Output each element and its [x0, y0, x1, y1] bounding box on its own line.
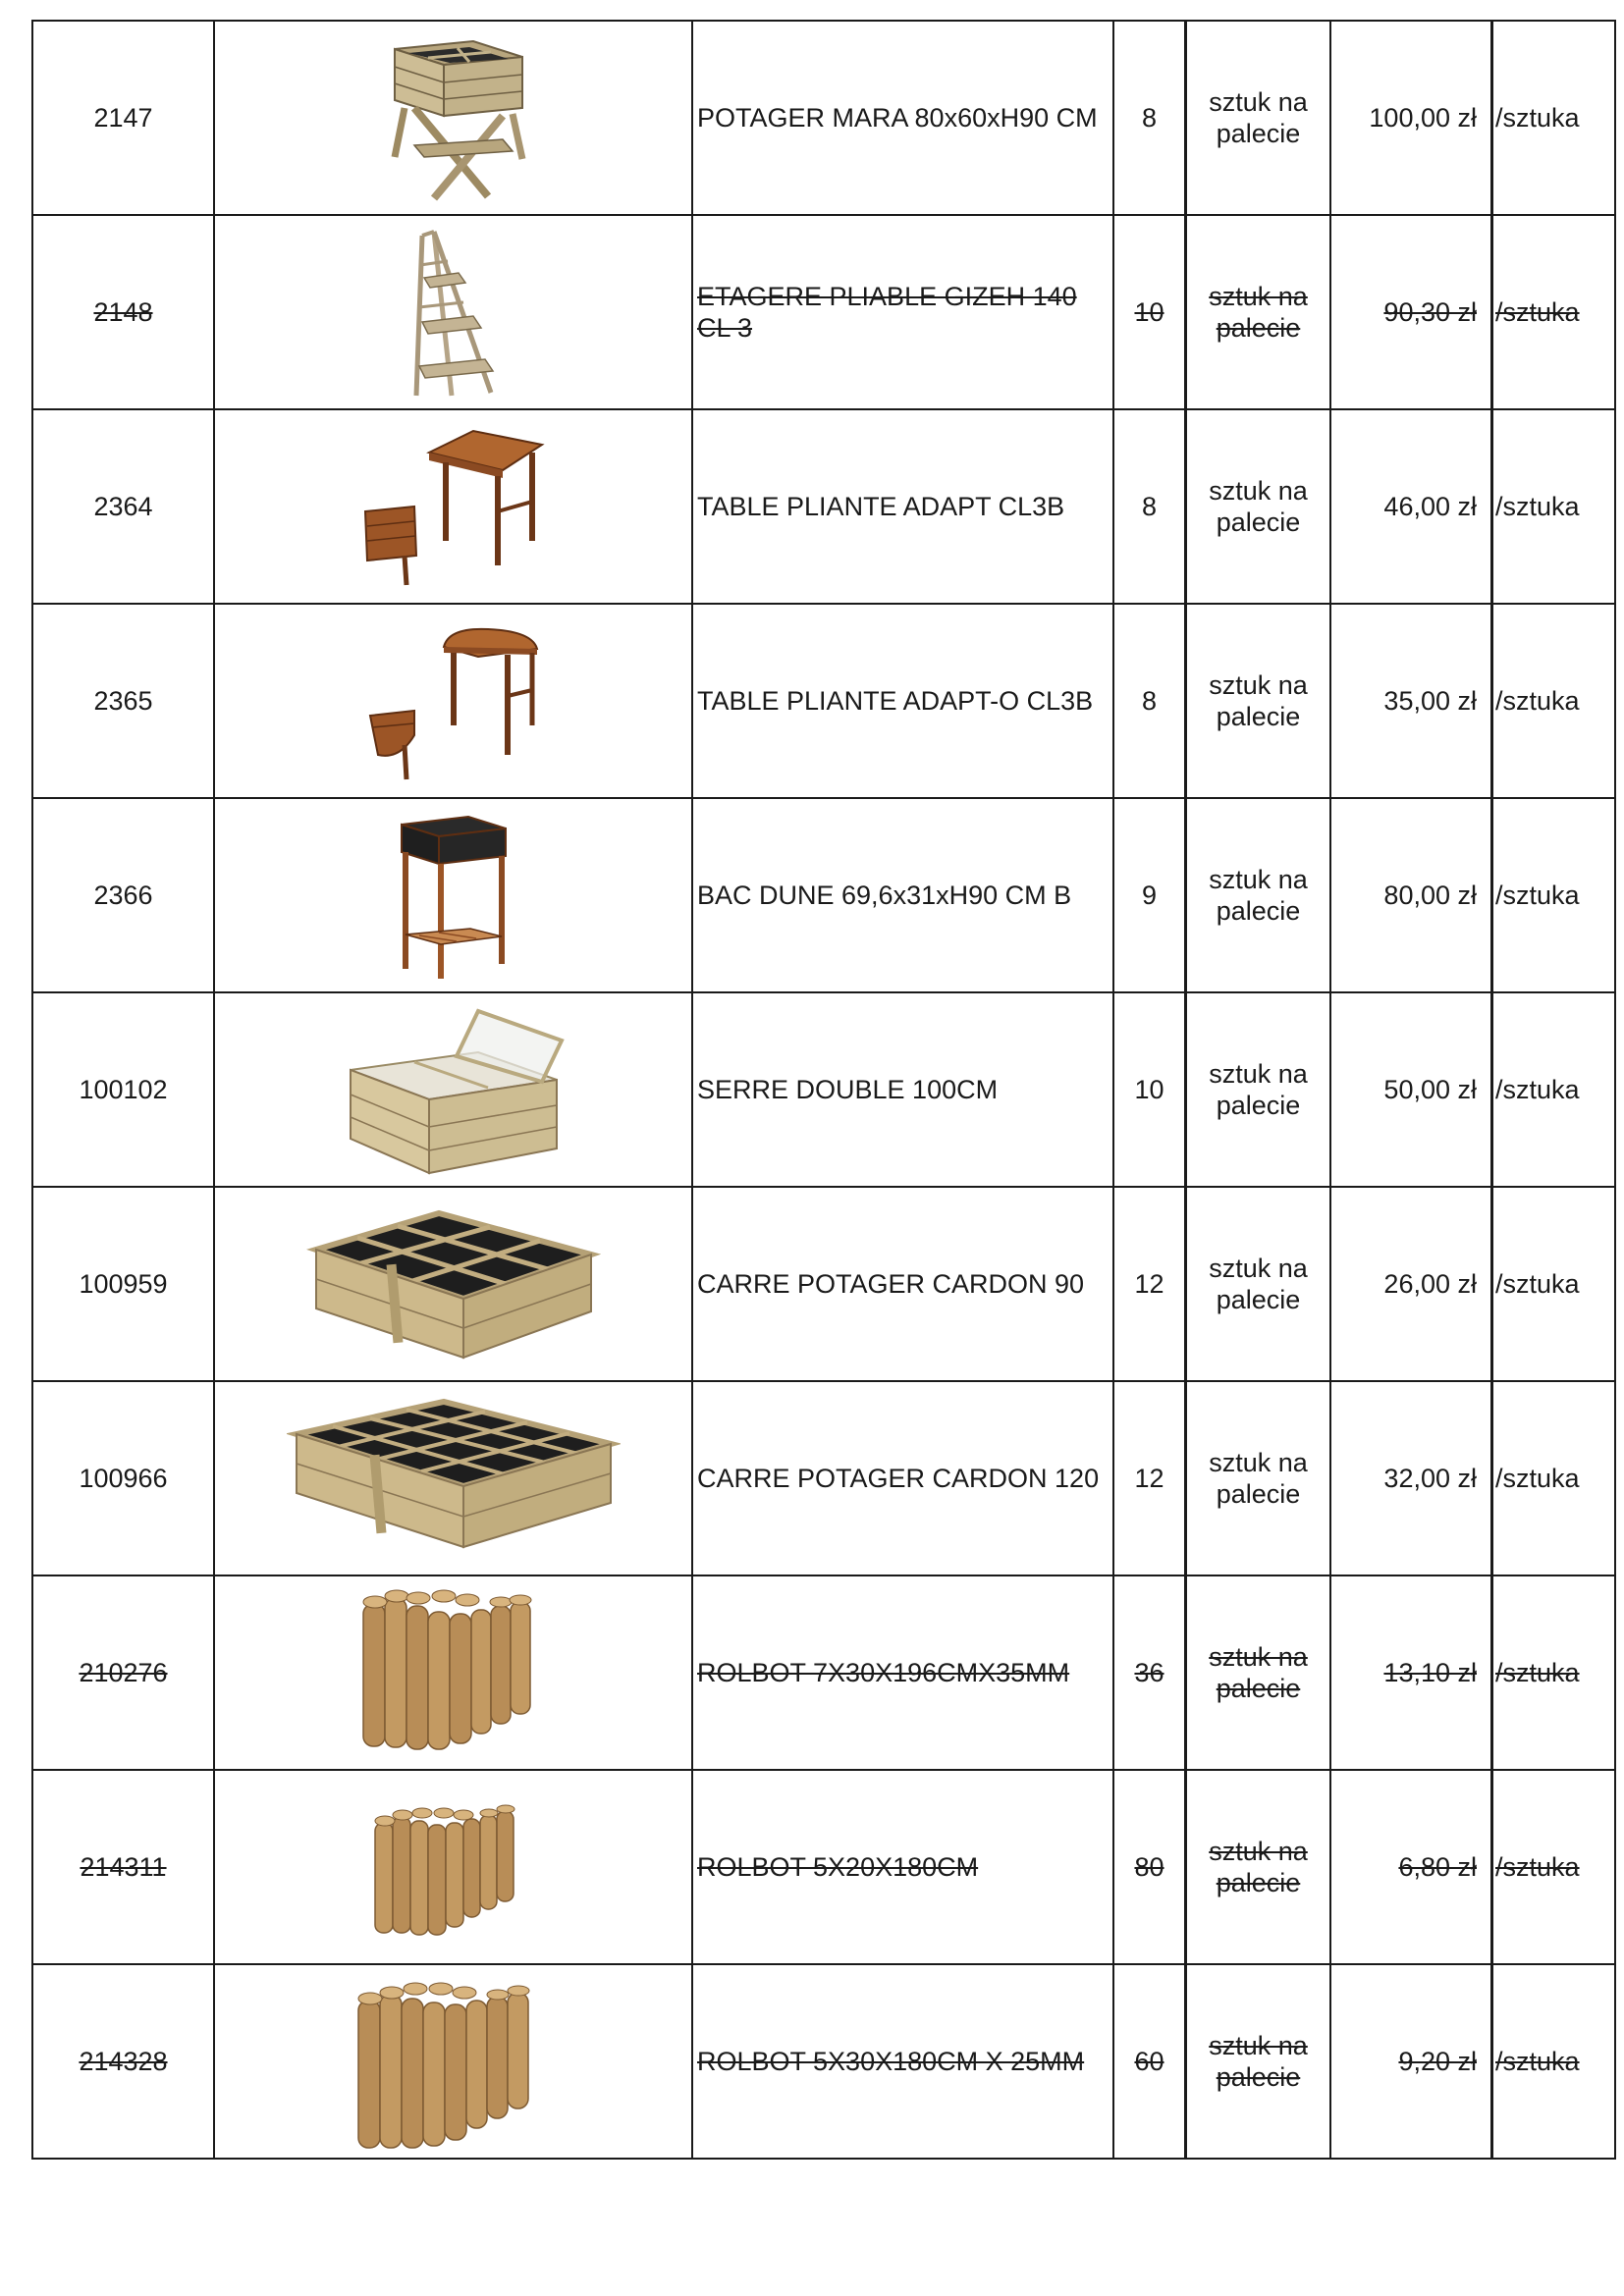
- quantity: 9: [1141, 881, 1158, 910]
- price-cell: [1330, 215, 1492, 409]
- per-unit-cell: [1492, 1770, 1616, 1964]
- table-row: [32, 1770, 1615, 1964]
- price-cell: [1330, 1770, 1492, 1964]
- table-row: [32, 21, 1615, 215]
- raised-planter-table-image: [375, 29, 532, 206]
- price: 9,20 zł: [1398, 2047, 1477, 2076]
- unit-label: sztuk na palecie: [1209, 1837, 1308, 1897]
- product-code-cell: [32, 409, 214, 604]
- product-code: 2365: [93, 686, 153, 716]
- per-unit-cell: [1492, 1575, 1616, 1770]
- quantity: 10: [1134, 1075, 1164, 1104]
- product-code: 2147: [93, 103, 153, 133]
- unit-label: sztuk na palecie: [1209, 1254, 1308, 1314]
- product-code-cell: [32, 1381, 214, 1575]
- table-row: [32, 1187, 1615, 1381]
- product-code-cell: [32, 21, 214, 215]
- unit-label: sztuk na palecie: [1209, 87, 1308, 148]
- per-unit-cell: [1492, 604, 1616, 798]
- quantity: 36: [1134, 1658, 1164, 1687]
- per-unit-cell: [1492, 1964, 1616, 2159]
- price: 26,00 zł: [1383, 1269, 1477, 1299]
- price-cell: [1330, 1187, 1492, 1381]
- product-image-cell: [214, 409, 692, 604]
- product-name-cell: [692, 992, 1113, 1187]
- price: 46,00 zł: [1383, 492, 1477, 521]
- product-code: 214328: [79, 2047, 168, 2076]
- table-row: [32, 604, 1615, 798]
- product-name: BAC DUNE 69,6x31xH90 CM B: [697, 881, 1072, 910]
- unit-label: sztuk na palecie: [1209, 1059, 1308, 1120]
- unit-label: sztuk na palecie: [1209, 670, 1308, 731]
- product-name: TABLE PLIANTE ADAPT-O CL3B: [697, 686, 1094, 716]
- product-code: 100102: [79, 1075, 168, 1104]
- unit-label: sztuk na palecie: [1209, 282, 1308, 343]
- product-code-cell: [32, 798, 214, 992]
- price: 100,00 zł: [1369, 103, 1477, 133]
- folding-half-round-table-image: [360, 617, 547, 784]
- unit-cell: [1186, 21, 1331, 215]
- per-unit-cell: [1492, 21, 1616, 215]
- product-image-cell: [214, 604, 692, 798]
- unit-label: sztuk na palecie: [1209, 2031, 1308, 2092]
- product-code: 2366: [93, 881, 153, 910]
- per-unit-cell: [1492, 409, 1616, 604]
- price-cell: [1330, 992, 1492, 1187]
- price: 80,00 zł: [1383, 881, 1477, 910]
- price: 35,00 zł: [1383, 686, 1477, 716]
- product-name: CARRE POTAGER CARDON 90: [697, 1269, 1085, 1299]
- price-cell: [1330, 1964, 1492, 2159]
- unit-cell: [1186, 409, 1331, 604]
- product-name-cell: [692, 1575, 1113, 1770]
- product-code: 2148: [93, 297, 153, 327]
- unit-label: sztuk na palecie: [1209, 476, 1308, 537]
- product-code: 210276: [79, 1658, 168, 1687]
- unit-cell: [1186, 1770, 1331, 1964]
- product-code: 2364: [93, 492, 153, 521]
- price-cell: [1330, 798, 1492, 992]
- price-cell: [1330, 1575, 1492, 1770]
- cold-frame-greenhouse-image: [341, 1001, 567, 1178]
- quantity: 12: [1134, 1269, 1164, 1299]
- square-garden-bed-3x3-image: [306, 1196, 601, 1372]
- planter-stand-image: [390, 807, 517, 984]
- product-name-cell: [692, 21, 1113, 215]
- product-image-cell: [214, 798, 692, 992]
- product-image-cell: [214, 1770, 692, 1964]
- quantity: 12: [1134, 1464, 1164, 1493]
- product-name: ROLBOT 5X20X180CM: [697, 1852, 979, 1882]
- product-name: TABLE PLIANTE ADAPT CL3B: [697, 492, 1065, 521]
- product-image-cell: [214, 21, 692, 215]
- per-unit-label: /sztuka: [1495, 2047, 1580, 2076]
- per-unit-label: /sztuka: [1495, 1269, 1580, 1299]
- unit-cell: [1186, 992, 1331, 1187]
- quantity: 80: [1134, 1852, 1164, 1882]
- product-name-cell: [692, 215, 1113, 409]
- product-code: 100959: [79, 1269, 168, 1299]
- product-name-cell: [692, 1964, 1113, 2159]
- unit-label: sztuk na palecie: [1209, 1642, 1308, 1703]
- product-code-cell: [32, 992, 214, 1187]
- product-code-cell: [32, 215, 214, 409]
- unit-cell: [1186, 798, 1331, 992]
- quantity-cell: [1113, 1381, 1186, 1575]
- per-unit-cell: [1492, 215, 1616, 409]
- price-cell: [1330, 1381, 1492, 1575]
- product-name-cell: [692, 798, 1113, 992]
- product-table: [31, 20, 1616, 2160]
- per-unit-cell: [1492, 1381, 1616, 1575]
- unit-cell: [1186, 604, 1331, 798]
- per-unit-label: /sztuka: [1495, 103, 1580, 133]
- product-name: ETAGERE PLIABLE GIZEH 140 CL 3: [697, 282, 1077, 343]
- per-unit-label: /sztuka: [1495, 686, 1580, 716]
- price-cell: [1330, 409, 1492, 604]
- product-name-cell: [692, 1187, 1113, 1381]
- per-unit-label: /sztuka: [1495, 492, 1580, 521]
- per-unit-label: /sztuka: [1495, 1658, 1580, 1687]
- quantity: 8: [1141, 686, 1158, 716]
- product-image-cell: [214, 1575, 692, 1770]
- product-code-cell: [32, 1187, 214, 1381]
- product-name-cell: [692, 1770, 1113, 1964]
- product-name: ROLBOT 5X30X180CM X 25MM: [697, 2047, 1085, 2076]
- quantity-cell: [1113, 21, 1186, 215]
- folding-wall-table-image: [355, 423, 552, 590]
- per-unit-label: /sztuka: [1495, 297, 1580, 327]
- unit-cell: [1186, 215, 1331, 409]
- quantity-cell: [1113, 1575, 1186, 1770]
- price: 50,00 zł: [1383, 1075, 1477, 1104]
- quantity-cell: [1113, 1770, 1186, 1964]
- table-row: [32, 409, 1615, 604]
- quantity-cell: [1113, 992, 1186, 1187]
- product-code-cell: [32, 1770, 214, 1964]
- product-image-cell: [214, 1187, 692, 1381]
- per-unit-cell: [1492, 1187, 1616, 1381]
- quantity: 8: [1141, 103, 1158, 133]
- product-image-cell: [214, 1964, 692, 2159]
- quantity: 60: [1134, 2047, 1164, 2076]
- unit-cell: [1186, 1575, 1331, 1770]
- product-name: POTAGER MARA 80x60xH90 CM: [697, 103, 1098, 133]
- table-row: [32, 1575, 1615, 1770]
- product-name-cell: [692, 604, 1113, 798]
- table-row: [32, 1381, 1615, 1575]
- square-garden-bed-4x4-image: [287, 1390, 621, 1567]
- per-unit-label: /sztuka: [1495, 1464, 1580, 1493]
- product-code-cell: [32, 1575, 214, 1770]
- table-row: [32, 992, 1615, 1187]
- product-name: SERRE DOUBLE 100CM: [697, 1075, 999, 1104]
- table-row: [32, 1964, 1615, 2159]
- quantity-cell: [1113, 1964, 1186, 2159]
- quantity-cell: [1113, 604, 1186, 798]
- unit-cell: [1186, 1187, 1331, 1381]
- product-name: ROLBOT 7X30X196CMX35MM: [697, 1658, 1070, 1687]
- unit-cell: [1186, 1964, 1331, 2159]
- table-row: [32, 798, 1615, 992]
- product-code-cell: [32, 1964, 214, 2159]
- quantity-cell: [1113, 215, 1186, 409]
- quantity-cell: [1113, 798, 1186, 992]
- product-image-cell: [214, 992, 692, 1187]
- product-name: CARRE POTAGER CARDON 120: [697, 1464, 1100, 1493]
- log-roll-border-image: [365, 1793, 542, 1941]
- unit-cell: [1186, 1381, 1331, 1575]
- quantity: 10: [1134, 297, 1164, 327]
- price-cell: [1330, 21, 1492, 215]
- price: 6,80 zł: [1398, 1852, 1477, 1882]
- table-row: [32, 215, 1615, 409]
- quantity-cell: [1113, 1187, 1186, 1381]
- price: 32,00 zł: [1383, 1464, 1477, 1493]
- per-unit-label: /sztuka: [1495, 881, 1580, 910]
- quantity-cell: [1113, 409, 1186, 604]
- price: 13,10 zł: [1383, 1658, 1477, 1687]
- product-image-cell: [214, 215, 692, 409]
- log-roll-border-image: [351, 1971, 557, 2153]
- unit-label: sztuk na palecie: [1209, 1448, 1308, 1509]
- per-unit-cell: [1492, 798, 1616, 992]
- quantity: 8: [1141, 492, 1158, 521]
- price: 90,30 zł: [1383, 297, 1477, 327]
- log-roll-border-image: [355, 1584, 552, 1761]
- product-name-cell: [692, 1381, 1113, 1575]
- folding-shelf-ladder-image: [405, 224, 503, 400]
- product-name-cell: [692, 409, 1113, 604]
- per-unit-cell: [1492, 992, 1616, 1187]
- unit-label: sztuk na palecie: [1209, 865, 1308, 926]
- product-code: 214311: [80, 1852, 167, 1882]
- per-unit-label: /sztuka: [1495, 1075, 1580, 1104]
- product-image-cell: [214, 1381, 692, 1575]
- per-unit-label: /sztuka: [1495, 1852, 1580, 1882]
- product-code: 100966: [79, 1464, 168, 1493]
- product-code-cell: [32, 604, 214, 798]
- price-cell: [1330, 604, 1492, 798]
